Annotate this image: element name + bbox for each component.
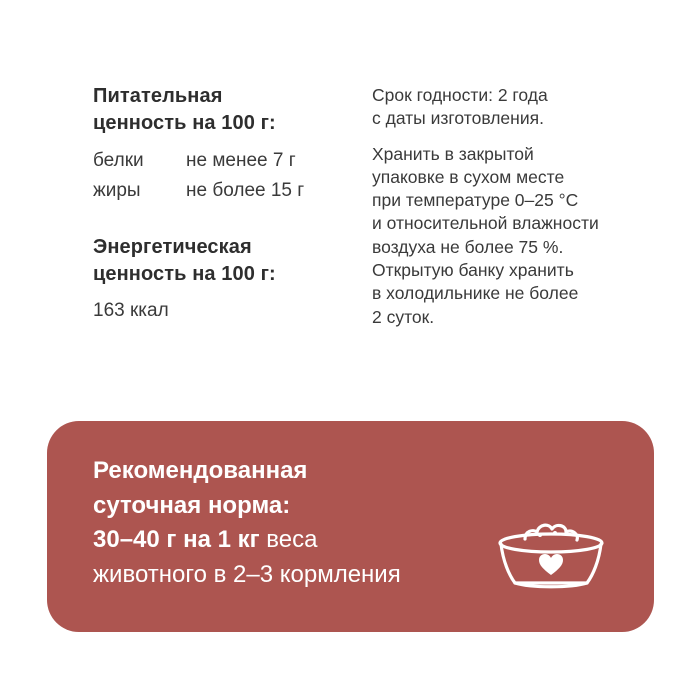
food-bowl-heart-icon	[495, 513, 607, 593]
energy-heading-line1: Энергетическая	[93, 236, 252, 258]
nutrition-heading-line2: ценность на 100 г:	[93, 112, 276, 134]
nutrition-row-fat	[93, 176, 353, 206]
daily-norm-dose: 30–40 г на 1 кг	[93, 526, 260, 553]
energy-value: 163 ккал	[93, 300, 169, 321]
storage-line: Открытую банку хранить	[372, 260, 574, 281]
daily-norm-text	[93, 454, 401, 592]
storage-line: в холодильнике не более	[372, 283, 579, 304]
storage-line: и относительной влажности	[372, 213, 599, 234]
energy-heading	[93, 234, 353, 288]
nutrition-row-value: не более 15 г	[186, 180, 305, 201]
storage-line: при температуре 0–25 °С	[372, 190, 579, 211]
daily-norm-title-line1: Рекомендованная	[93, 457, 308, 484]
daily-norm-feedings: животного в 2–3 кормления	[93, 560, 401, 588]
nutrition-row-label: белки	[93, 150, 144, 171]
storage-line: упаковке в сухом месте	[372, 166, 565, 187]
daily-norm-banner	[47, 421, 654, 632]
nutrition-row-value: не менее 7 г	[186, 150, 296, 171]
nutrition-row-label: жиры	[93, 180, 141, 201]
daily-norm-title-line2: суточная норма:	[93, 491, 291, 519]
nutrition-heading-line1: Питательная	[93, 85, 223, 107]
storage-info	[372, 84, 662, 329]
storage-gap	[372, 131, 662, 143]
shelf-life-line: Срок годности: 2 года	[372, 85, 548, 105]
nutrition-heading	[93, 83, 353, 137]
nutrition-row-protein	[93, 146, 353, 176]
daily-norm-dose-line	[93, 523, 401, 558]
nutrition-rows	[93, 146, 353, 206]
shelf-life-line: с даты изготовления.	[372, 108, 544, 129]
storage-line: воздуха не более 75 %.	[372, 236, 564, 257]
daily-norm-dose-unit: веса	[259, 526, 318, 553]
storage-line: Хранить в закрытой	[372, 143, 534, 164]
nutrition-section	[93, 83, 353, 326]
energy-heading-line2: ценность на 100 г:	[93, 263, 276, 285]
storage-line: 2 суток.	[372, 306, 435, 327]
